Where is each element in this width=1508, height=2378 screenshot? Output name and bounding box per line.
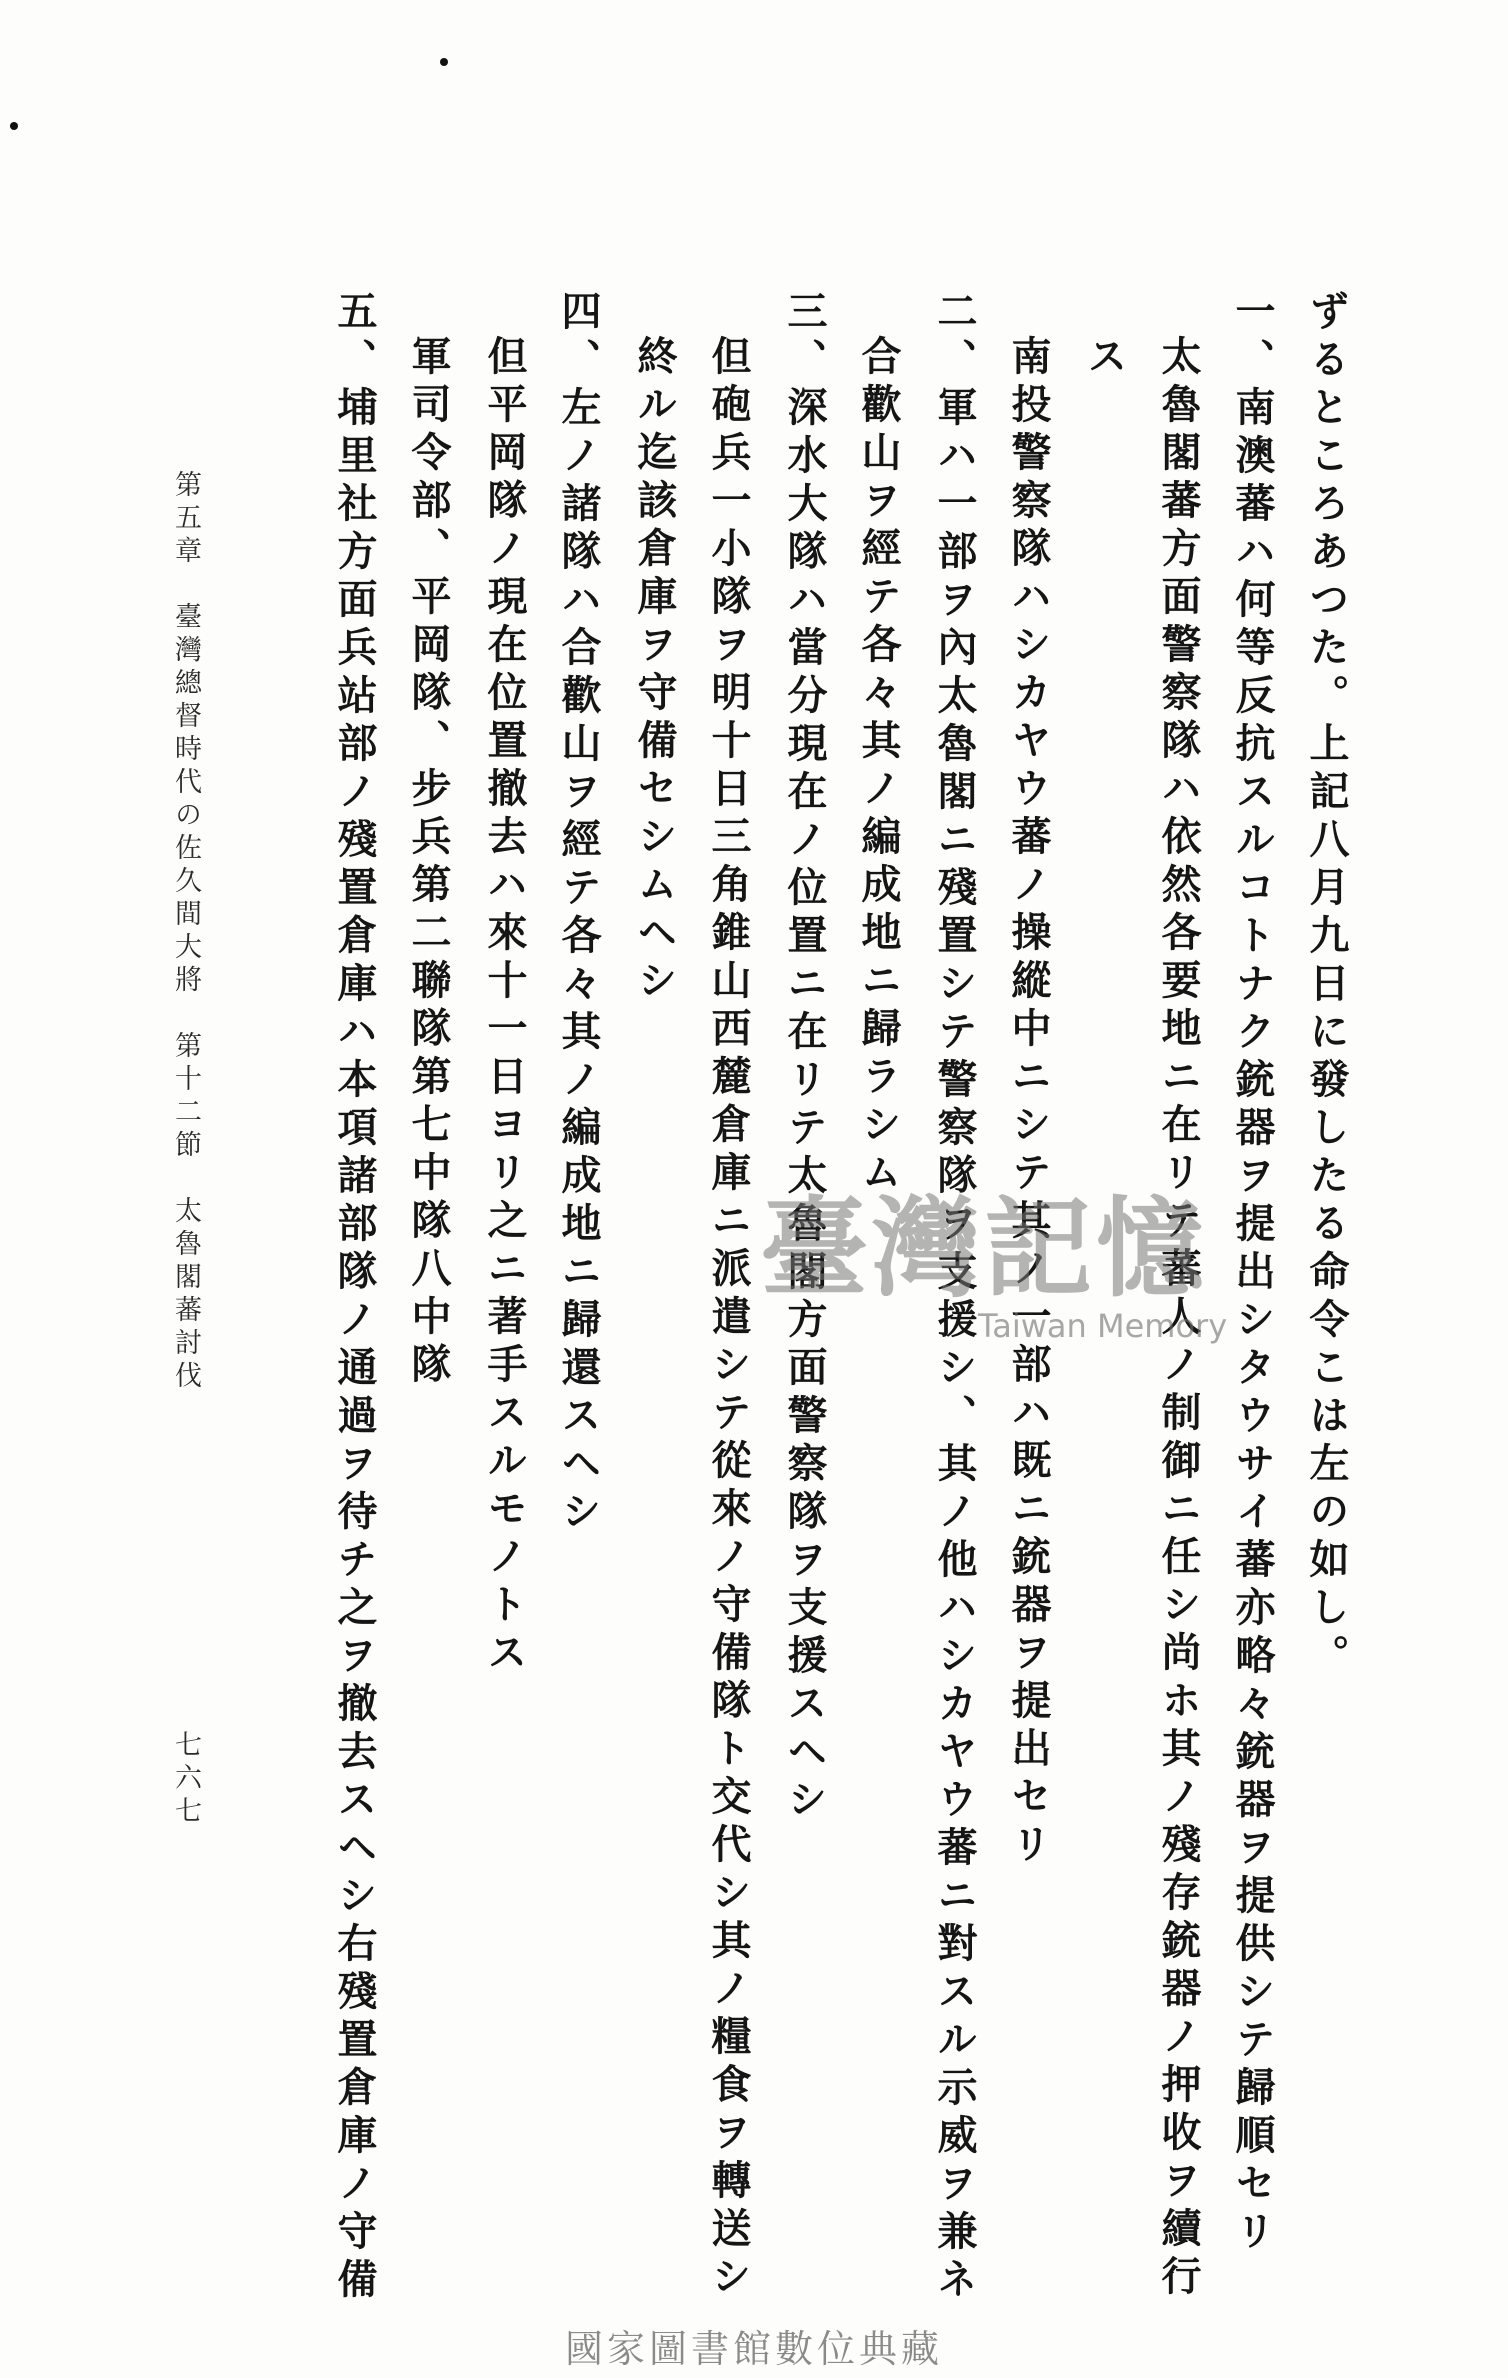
- text-column-9: 但砲兵一小隊ヲ明十日三角錐山西麓倉庫ニ派遣シテ從來ノ守備隊ト交代シ其ノ糧食ヲ轉送シ: [705, 335, 752, 2303]
- text-column-13: 軍司令部、平岡隊、步兵第二聯隊第七中隊八中隊: [405, 335, 452, 1391]
- text-column-12: 但平岡隊ノ現在位置撤去ハ來十一日ヨリ之ニ著手スルモノトス: [481, 335, 528, 1679]
- watermark-chinese: 臺灣記憶: [760, 1186, 1209, 1312]
- text-column-1: ずるところあつた。上記八月九日に發したる命令こは左の如し。: [1303, 290, 1350, 1682]
- library-watermark: 國家圖書館數位典藏: [564, 2327, 943, 2371]
- page-number: 七六七: [170, 1730, 201, 1829]
- speck-mark: [440, 58, 448, 66]
- text-column-7: 合歡山ヲ經テ各々其ノ編成地ニ歸ラシム: [855, 335, 902, 1199]
- text-column-14: 五、埔里社方面兵站部ノ殘置倉庫ハ本項諸部隊ノ通過ヲ待チ之ヲ撤去スヘシ右殘置倉庫ノ守備: [331, 290, 378, 2306]
- text-column-10: 終ル迄該倉庫ヲ守備セシムヘシ: [631, 335, 678, 1007]
- text-column-4: ス: [1081, 335, 1128, 383]
- text-column-6: 二、軍ハ一部ヲ內太魯閣ニ殘置シテ警察隊ヲ支援シ、其ノ他ハシカヤウ蕃ニ對スル示威ヲ兼ネ: [931, 290, 978, 2306]
- text-column-3: 太魯閣蕃方面警察隊ハ依然各要地ニ在リテ蕃人ノ制御ニ任シ尚ホ其ノ殘存銃器ノ押收ヲ續行: [1155, 335, 1202, 2303]
- taiwan-memory-watermark: [760, 1186, 1230, 1345]
- speck-mark: [10, 122, 18, 130]
- running-footer-chapter: 第五章 臺灣總督時代の佐久間大將 第十二節 太魯閣蕃討伐: [170, 470, 201, 1394]
- watermark-english: Taiwan Memory: [978, 1307, 1228, 1345]
- text-column-5: 南投警察隊ハシカヤウ蕃ノ操縱中ニシテ其ノ一部ハ既ニ銃器ヲ提出セリ: [1005, 335, 1052, 1871]
- text-column-11: 四、左ノ諸隊ハ合歡山ヲ經テ各々其ノ編成地ニ歸還スヘシ: [555, 290, 602, 1538]
- text-column-8: 三、深水大隊ハ當分現在ノ位置ニ在リテ太魯閣方面警察隊ヲ支援スヘシ: [781, 290, 828, 1826]
- text-column-2: 一、南澳蕃ハ何等反抗スルコトナク銃器ヲ提出シタウサイ蕃亦略々銃器ヲ提供シテ歸順セリ: [1229, 290, 1276, 2258]
